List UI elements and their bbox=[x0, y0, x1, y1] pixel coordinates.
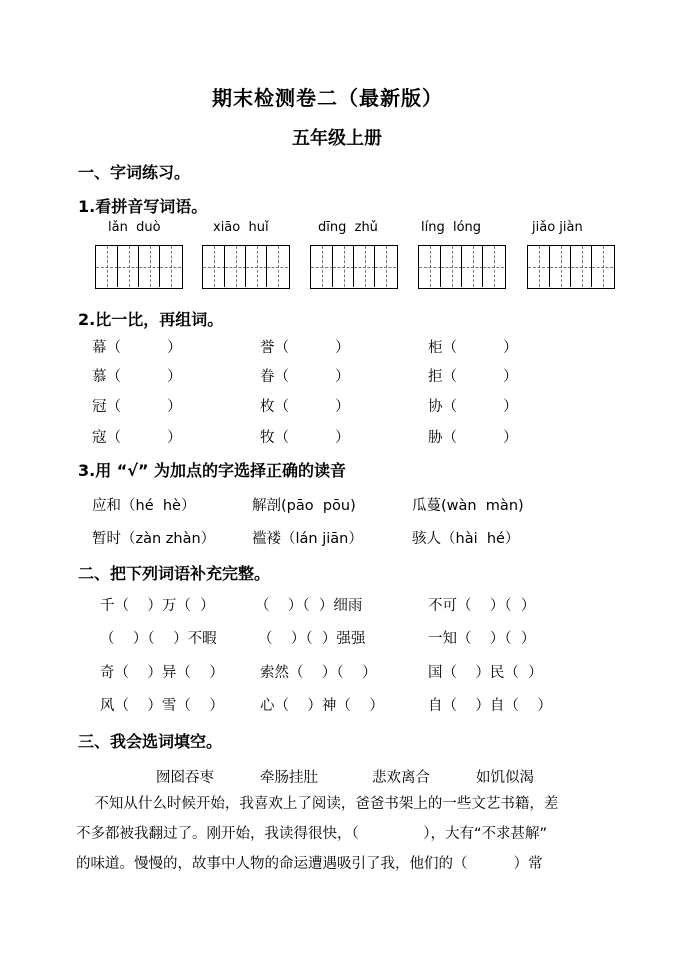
idiom-item: 一知（ ）（ ） bbox=[428, 631, 536, 647]
section-2-heading: 二、把下列词语补充完整。 bbox=[78, 564, 271, 583]
q1-heading: 1.看拼音写词语。 bbox=[78, 197, 208, 216]
compare-item: 慕（ ） bbox=[92, 369, 182, 385]
passage-line-1: 不知从什么时候开始，我喜欢上了阅读，爸爸书架上的一些文艺书籍，差 bbox=[76, 796, 559, 812]
idiom-item: （ ）（ ）细雨 bbox=[255, 598, 363, 614]
section-3-heading: 三、我会选词填空。 bbox=[78, 732, 223, 751]
pinyin-2: xiāo huǐ bbox=[213, 220, 269, 235]
reading-item: 褴褛（lán jiān） bbox=[252, 531, 363, 547]
compare-item: 冠（ ） bbox=[92, 399, 182, 415]
word-choice: 如饥似渴 bbox=[476, 770, 534, 786]
idiom-item: 千（ ）万（ ） bbox=[100, 598, 215, 614]
reading-item: 应和（hé hè） bbox=[92, 498, 196, 514]
compare-item: 枚（ ） bbox=[260, 399, 350, 415]
writing-grid-1[interactable] bbox=[95, 245, 183, 289]
idiom-item: （ ）（ ）强强 bbox=[258, 631, 366, 647]
compare-item: 拒（ ） bbox=[428, 369, 518, 385]
q2-heading: 2.比一比，再组词。 bbox=[78, 310, 224, 329]
pinyin-4: líng lóng bbox=[421, 220, 482, 235]
reading-item: 瓜蔓(wàn màn) bbox=[412, 498, 524, 514]
compare-item: 柜（ ） bbox=[428, 340, 518, 356]
idiom-item: 索然（ ）（ ） bbox=[260, 665, 377, 681]
pinyin-5: jiǎo jiàn bbox=[532, 220, 583, 235]
idiom-item: 风（ ）雪（ ） bbox=[100, 698, 224, 714]
compare-item: 幕（ ） bbox=[92, 340, 182, 356]
compare-item: 胁（ ） bbox=[428, 430, 518, 446]
pinyin-1: lǎn duò bbox=[108, 220, 161, 235]
compare-item: 协（ ） bbox=[428, 399, 518, 415]
compare-item: 寇（ ） bbox=[92, 430, 182, 446]
reading-item: 解剖(pāo pōu) bbox=[252, 498, 356, 514]
q3-heading: 3.用 “√” 为加点的字选择正确的读音 bbox=[78, 461, 347, 480]
section-1-heading: 一、字词练习。 bbox=[78, 163, 191, 182]
writing-grid-2[interactable] bbox=[202, 245, 290, 289]
writing-grid-4[interactable] bbox=[418, 245, 506, 289]
page-title: 期末检测卷二（最新版） bbox=[212, 86, 443, 110]
idiom-item: 不可（ ）（ ） bbox=[428, 598, 536, 614]
passage-line-2: 不多都被我翻过了。刚开始，我读得很快，（ ），大有“不求甚解” bbox=[76, 826, 548, 842]
word-choice: 囫囵吞枣 bbox=[156, 770, 214, 786]
idiom-item: 奇（ ）异（ ） bbox=[100, 665, 224, 681]
reading-item: 暂时（zàn zhàn） bbox=[92, 531, 216, 547]
pinyin-3: dīng zhǔ bbox=[318, 220, 378, 235]
writing-grid-5[interactable] bbox=[527, 245, 615, 289]
reading-item: 骇人（hài hé） bbox=[412, 531, 520, 547]
idiom-item: 心（ ）神（ ） bbox=[260, 698, 384, 714]
idiom-item: （ ）（ ）不暇 bbox=[100, 631, 217, 647]
compare-item: 眷（ ） bbox=[260, 369, 350, 385]
page-subtitle: 五年级上册 bbox=[292, 128, 382, 149]
idiom-item: 国（ ）民（ ） bbox=[428, 665, 543, 681]
idiom-item: 自（ ）自（ ） bbox=[428, 698, 552, 714]
word-choice: 牵肠挂肚 bbox=[260, 770, 318, 786]
compare-item: 誉（ ） bbox=[260, 340, 350, 356]
writing-grid-3[interactable] bbox=[310, 245, 398, 289]
passage-line-3: 的味道。慢慢的，故事中人物的命运遭遇吸引了我，他们的（ ）常 bbox=[76, 856, 543, 872]
compare-item: 牧（ ） bbox=[260, 430, 350, 446]
word-choice: 悲欢离合 bbox=[372, 770, 430, 786]
